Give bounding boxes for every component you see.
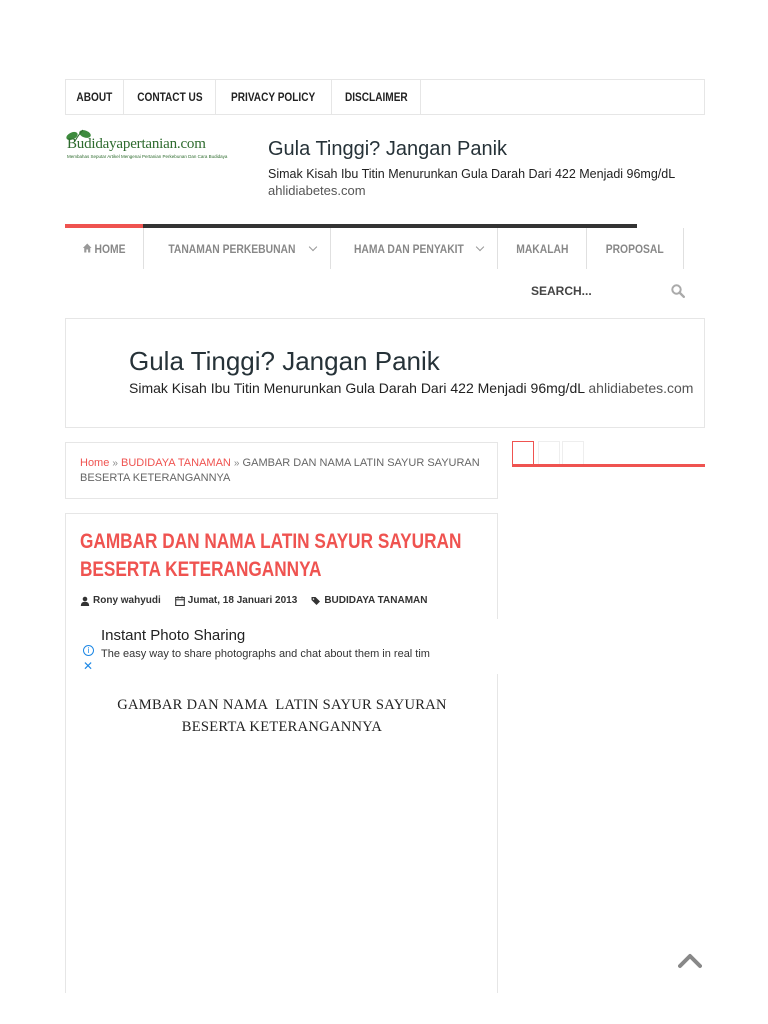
close-icon[interactable]: ✕ [83,659,94,673]
banner-ad-title[interactable]: Gula Tinggi? Jangan Panik [129,346,440,376]
inline-ad-description: The easy way to share photographs and chat about them in real tim [101,648,430,660]
scroll-to-top-icon[interactable] [678,948,702,972]
calendar-icon [175,596,185,606]
logo-text: Budidayapertanian.com [67,136,206,152]
breadcrumb-home[interactable]: Home [80,457,110,469]
header-ad-url[interactable]: ahlidiabetes.com [268,183,366,198]
breadcrumb [65,442,498,499]
inline-ad[interactable] [80,619,500,674]
nav-item-proposal[interactable]: PROPOSAL [587,228,683,269]
breadcrumb-separator: » [233,458,240,469]
sidebar-tab-3[interactable] [562,441,584,464]
home-icon [83,243,92,253]
top-links [66,80,421,114]
user-icon [80,596,90,606]
post-category[interactable]: BUDIDAYA TANAMAN [311,595,427,606]
main-nav [65,224,664,269]
nav-item-makalah[interactable]: MAKALAH [498,228,588,269]
breadcrumb-separator: » [112,458,118,469]
search-input[interactable] [525,284,655,298]
document-heading: GAMBAR DAN NAMA LATIN SAYUR SAYURAN BESERTA KETERANGANNYA [117,697,447,735]
banner-ad[interactable] [65,318,705,428]
post-article [65,513,498,993]
header-ad-subtitle: Simak Kisah Ibu Titin Menurunkan Gula Darah Dari 422 Menjadi 96mg/dL [268,167,676,181]
breadcrumb-current: GAMBAR DAN NAMA LATIN SAYUR SAYURAN BESERTA KETERANGANNYA [80,457,480,484]
top-link-contact-us[interactable]: CONTACT US [124,80,217,114]
sidebar-tabs [512,441,705,467]
logo-tagline: Membahas Seputar Artikel Mengenai Pertanian Perkebunan Dan Cara Budidaya [67,154,228,159]
chevron-down-icon [309,242,317,250]
top-link-disclaimer[interactable]: DISCLAIMER [332,80,422,114]
post-author[interactable]: Rony wahyudi [80,595,161,606]
post-date: Jumat, 18 Januari 2013 [175,595,298,606]
post-meta [80,595,427,606]
breadcrumb-category[interactable]: BUDIDAYA TANAMAN [121,457,231,469]
chevron-down-icon [475,242,483,250]
inline-ad-title[interactable]: Instant Photo Sharing [101,627,246,644]
top-link-about[interactable]: ABOUT [66,80,124,114]
sidebar-tab-1[interactable] [512,441,534,464]
ad-info-icon[interactable]: i [83,645,94,656]
top-link-privacy-policy[interactable]: PRIVACY POLICY [216,80,331,114]
banner-ad-url[interactable]: ahlidiabetes.com [588,380,694,396]
site-logo[interactable] [65,128,227,164]
sidebar-tab-2[interactable] [538,441,560,464]
header-ad-title[interactable]: Gula Tinggi? Jangan Panik [268,138,508,160]
banner-ad-line: Simak Kisah Ibu Titin Menurunkan Gula Darah Dari 422 Menjadi 96mg/dL ahlidiabetes.com [129,380,694,396]
header-ad[interactable] [268,138,708,198]
nav-item-tanaman-perkebunan[interactable]: TANAMAN PERKEBUNAN [144,228,331,269]
nav-item-home[interactable]: HOME [65,228,144,269]
post-title: GAMBAR DAN NAMA LATIN SAYUR SAYURAN BESERTA KETERANGANNYA [80,530,462,581]
search-icon[interactable] [671,284,685,298]
nav-item-hama-dan-penyakit[interactable]: HAMA DAN PENYAKIT [331,228,498,269]
search-box [525,275,705,307]
tags-icon [311,596,321,606]
top-links-bar [65,79,705,115]
